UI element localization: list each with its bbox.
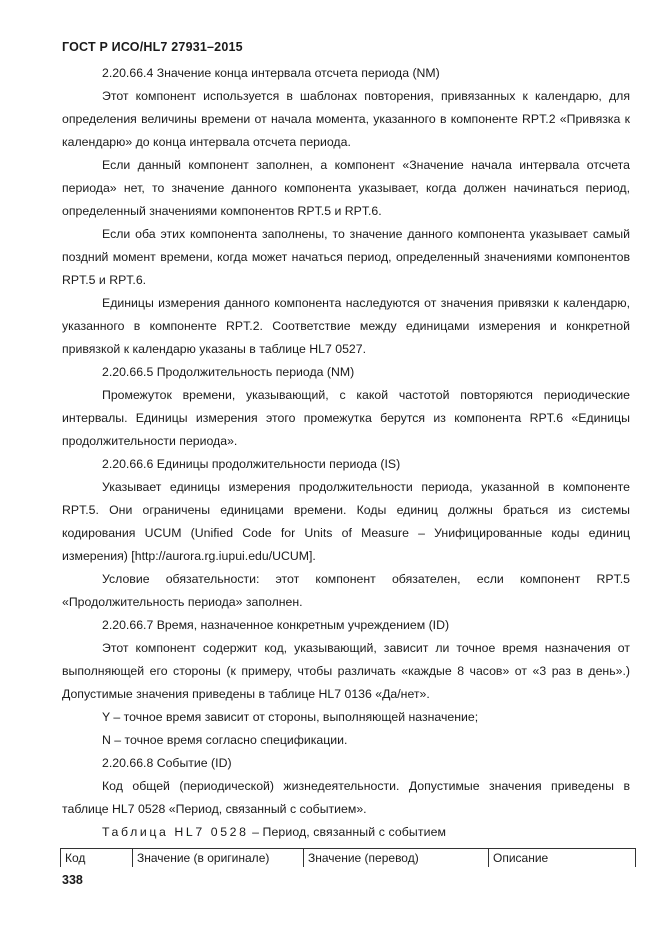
standard-header: ГОСТ Р ИСО/HL7 27931–2015 <box>62 40 243 54</box>
body-paragraph: Этот компонент используется в шаблонах повторения, привязанных к календарю, для определения величины времени от начала момента, указанного в компоненте RPT.2 «Привязка к календарю» до конца интервала отсчета периода. <box>62 89 630 149</box>
column-header-code: Код <box>61 849 133 868</box>
table-caption <box>62 821 630 844</box>
table-caption-label: Таблица HL7 0528 <box>102 825 249 839</box>
column-header-original: Значение (в оригинале) <box>133 849 304 868</box>
events-table <box>60 848 636 867</box>
table-caption-title: – Период, связанный с событием <box>252 825 447 839</box>
body-paragraph: Единицы измерения данного компонента наследуются от значения привязки к календарю, указанного в компоненте RPT.2. Соответствие между единицами измерения и конкретной привязкой к календарю указаны в таблице HL7 0527. <box>62 296 630 356</box>
column-header-translation: Значение (перевод) <box>304 849 489 868</box>
section-heading: 2.20.66.7 Время, назначенное конкретным учреждением (ID) <box>102 618 450 632</box>
list-item-n: N – точное время согласно спецификации. <box>102 733 348 747</box>
section-heading: 2.20.66.6 Единицы продолжительности периода (IS) <box>102 457 401 471</box>
body-paragraph: Условие обязательности: этот компонент обязателен, если компонент RPT.5 «Продолжительность периода» заполнен. <box>62 572 630 609</box>
page-number: 338 <box>62 873 83 887</box>
section-heading: 2.20.66.5 Продолжительность периода (NM) <box>102 365 355 379</box>
document-body <box>62 62 630 844</box>
body-paragraph: Этот компонент содержит код, указывающий, зависит ли точное время назначения от выполняющей его стороны (к примеру, чтобы различать «каждые 8 часов» от «3 раз в день».) Допустимые значения приведены в таблице HL7 0136 «Да/нет». <box>62 641 630 701</box>
column-header-description: Описание <box>489 849 636 868</box>
body-paragraph: Указывает единицы измерения продолжительности периода, указанной в компоненте RPT.5. Они ограничены единицами времени. Коды единиц должны браться из системы кодирования UCUM (Unified Code for Units of Measure – Унифицированные коды единиц измерения) [http://aurora.rg.iupui.edu/UCUM]. <box>62 480 630 563</box>
list-item-y: Y – точное время зависит от стороны, выполняющей назначение; <box>102 710 479 724</box>
body-paragraph: Промежуток времени, указывающий, с какой частотой повторяются периодические интервалы. Единицы измерения этого промежутка берутся из компонента RPT.6 «Единицы продолжительности периода». <box>62 388 630 448</box>
body-paragraph: Код общей (периодической) жизнедеятельности. Допустимые значения приведены в таблице HL7 0528 «Период, связанный с событием». <box>62 779 630 816</box>
section-heading: 2.20.66.8 Событие (ID) <box>102 756 232 770</box>
table-header-row <box>61 849 636 868</box>
body-paragraph: Если данный компонент заполнен, а компонент «Значение начала интервала отсчета периода» нет, то значение данного компонента указывает, когда должен начинаться период, определенный значениями компонентов RPT.5 и RPT.6. <box>62 158 630 218</box>
body-paragraph: Если оба этих компонента заполнены, то значение данного компонента указывает самый поздний момент времени, когда может начаться период, определенный значениями компонентов RPT.5 и RPT.6. <box>62 227 630 287</box>
section-heading: 2.20.66.4 Значение конца интервала отсчета периода (NM) <box>102 66 440 80</box>
